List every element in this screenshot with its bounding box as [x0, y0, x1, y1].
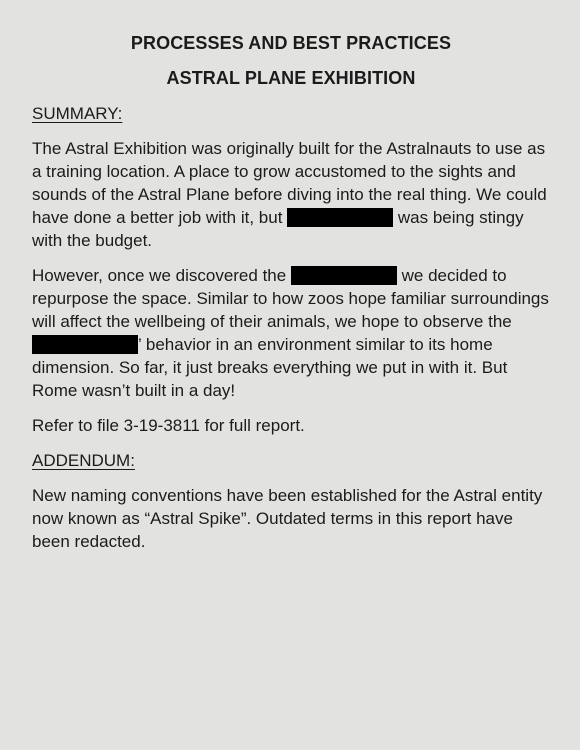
summary-paragraph-1	[32, 137, 550, 252]
refer-paragraph: Refer to file 3-19-3811 for full report.	[32, 416, 305, 435]
redaction-bar	[32, 335, 138, 354]
redaction-bar	[291, 266, 397, 285]
document-subtitle: ASTRAL PLANE EXHIBITION	[166, 68, 416, 88]
summary-p1-text-a: The Astral Exhibition was originally built for the Astralnauts to use as a training location. A place to grow accustomed to the sights and sounds of the Astral Plane before diving into the real thing. We could have done a better job with it, but	[32, 139, 547, 227]
redaction-bar	[287, 208, 393, 227]
document-title: PROCESSES AND BEST PRACTICES	[130, 33, 452, 53]
summary-p2-text-c: ’ behavior in an environment similar to its home dimension. So far, it just breaks everything we put in with it. But Rome wasn’t built in a day!	[32, 335, 508, 400]
summary-paragraph-2	[32, 264, 550, 402]
summary-p1-text-b: was being stingy with the budget.	[32, 208, 524, 250]
summary-p2-text-b: we decided to repurpose the space. Similar to how zoos hope familiar surroundings will affect the wellbeing of their animals, we hope to observe the	[32, 266, 549, 331]
summary-p2-text-a: However, once we discovered the	[32, 266, 291, 285]
addendum-heading: ADDENDUM:	[32, 451, 135, 470]
summary-heading: SUMMARY:	[32, 104, 123, 123]
addendum-paragraph: New naming conventions have been established for the Astral entity now known as “Astral Spike”. Outdated terms in this report have been redacted.	[32, 486, 543, 551]
